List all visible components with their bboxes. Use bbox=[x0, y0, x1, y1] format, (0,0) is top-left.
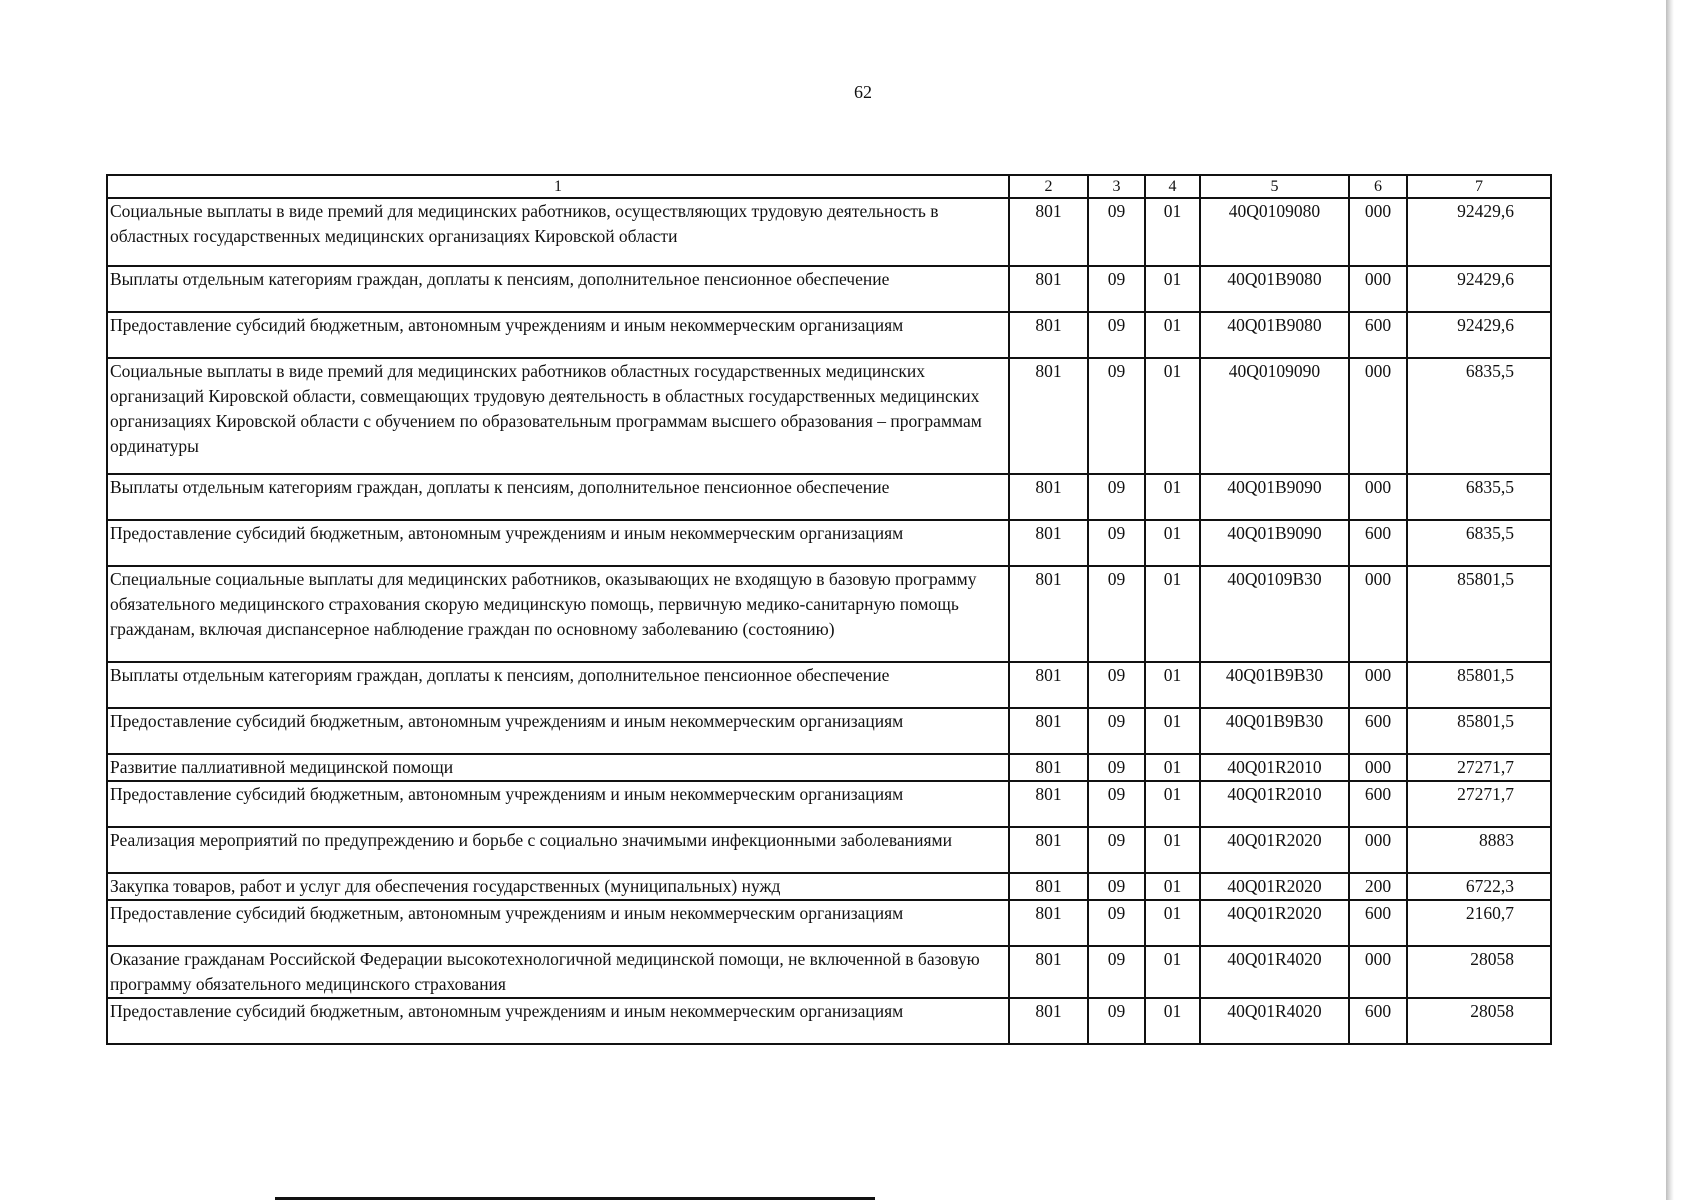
item-name: Закупка товаров, работ и услуг для обеспечения государственных (муниципальных) нужд bbox=[107, 873, 1009, 900]
target-article-code: 40Q0109B30 bbox=[1200, 566, 1349, 662]
ministry-code: 801 bbox=[1009, 198, 1088, 266]
column-header: 4 bbox=[1145, 175, 1200, 198]
scan-edge-shadow bbox=[1666, 0, 1674, 1200]
ministry-code: 801 bbox=[1009, 312, 1088, 358]
subsection-code: 01 bbox=[1145, 946, 1200, 998]
expense-type-code: 000 bbox=[1349, 266, 1407, 312]
subsection-code: 01 bbox=[1145, 900, 1200, 946]
item-name: Выплаты отдельным категориям граждан, доплаты к пенсиям, дополнительное пенсионное обеспечение bbox=[107, 266, 1009, 312]
item-name: Предоставление субсидий бюджетным, автономным учреждениям и иным некоммерческим организациям bbox=[107, 781, 1009, 827]
section-code: 09 bbox=[1088, 827, 1145, 873]
amount-value: 92429,6 bbox=[1407, 312, 1551, 358]
subsection-code: 01 bbox=[1145, 474, 1200, 520]
item-name: Предоставление субсидий бюджетным, автономным учреждениям и иным некоммерческим организациям bbox=[107, 312, 1009, 358]
item-name: Реализация мероприятий по предупреждению и борьбе с социально значимыми инфекционными заболеваниями bbox=[107, 827, 1009, 873]
table-row bbox=[107, 754, 1551, 781]
section-code: 09 bbox=[1088, 358, 1145, 474]
expense-type-code: 000 bbox=[1349, 946, 1407, 998]
table-row bbox=[107, 708, 1551, 754]
target-article-code: 40Q01R4020 bbox=[1200, 998, 1349, 1044]
target-article-code: 40Q01R2020 bbox=[1200, 900, 1349, 946]
column-header: 3 bbox=[1088, 175, 1145, 198]
expense-type-code: 600 bbox=[1349, 708, 1407, 754]
amount-value: 85801,5 bbox=[1407, 708, 1551, 754]
table-row bbox=[107, 566, 1551, 662]
item-name: Выплаты отдельным категориям граждан, доплаты к пенсиям, дополнительное пенсионное обеспечение bbox=[107, 662, 1009, 708]
column-header: 5 bbox=[1200, 175, 1349, 198]
table-row bbox=[107, 520, 1551, 566]
table-row bbox=[107, 873, 1551, 900]
expense-type-code: 200 bbox=[1349, 873, 1407, 900]
section-code: 09 bbox=[1088, 312, 1145, 358]
ministry-code: 801 bbox=[1009, 754, 1088, 781]
table-row bbox=[107, 781, 1551, 827]
amount-value: 28058 bbox=[1407, 998, 1551, 1044]
item-name: Предоставление субсидий бюджетным, автономным учреждениям и иным некоммерческим организациям bbox=[107, 520, 1009, 566]
section-code: 09 bbox=[1088, 198, 1145, 266]
page-number: 62 bbox=[854, 82, 872, 102]
column-header: 2 bbox=[1009, 175, 1088, 198]
expense-type-code: 000 bbox=[1349, 198, 1407, 266]
amount-value: 27271,7 bbox=[1407, 754, 1551, 781]
section-code: 09 bbox=[1088, 946, 1145, 998]
table-body bbox=[107, 198, 1551, 1044]
ministry-code: 801 bbox=[1009, 900, 1088, 946]
amount-value: 28058 bbox=[1407, 946, 1551, 998]
section-code: 09 bbox=[1088, 566, 1145, 662]
expense-type-code: 000 bbox=[1349, 827, 1407, 873]
section-code: 09 bbox=[1088, 474, 1145, 520]
subsection-code: 01 bbox=[1145, 358, 1200, 474]
table-row bbox=[107, 358, 1551, 474]
subsection-code: 01 bbox=[1145, 708, 1200, 754]
ministry-code: 801 bbox=[1009, 998, 1088, 1044]
item-name: Социальные выплаты в виде премий для медицинских работников областных государственных медицинских организаций Кировской области, совмещающих трудовую деятельность в областных государственных медицинских организациях Кировской области с обучением по образовательным программам высшего образования – программам ординатуры bbox=[107, 358, 1009, 474]
expense-type-code: 000 bbox=[1349, 662, 1407, 708]
target-article-code: 40Q01B9090 bbox=[1200, 520, 1349, 566]
item-name: Предоставление субсидий бюджетным, автономным учреждениям и иным некоммерческим организациям bbox=[107, 900, 1009, 946]
table-row bbox=[107, 474, 1551, 520]
subsection-code: 01 bbox=[1145, 827, 1200, 873]
subsection-code: 01 bbox=[1145, 781, 1200, 827]
table-row bbox=[107, 827, 1551, 873]
target-article-code: 40Q01B9080 bbox=[1200, 266, 1349, 312]
amount-value: 85801,5 bbox=[1407, 662, 1551, 708]
target-article-code: 40Q0109080 bbox=[1200, 198, 1349, 266]
target-article-code: 40Q01B9B30 bbox=[1200, 708, 1349, 754]
target-article-code: 40Q01R2010 bbox=[1200, 781, 1349, 827]
budget-table bbox=[106, 174, 1552, 1045]
amount-value: 6835,5 bbox=[1407, 474, 1551, 520]
section-code: 09 bbox=[1088, 662, 1145, 708]
section-code: 09 bbox=[1088, 266, 1145, 312]
amount-value: 6835,5 bbox=[1407, 358, 1551, 474]
item-name: Оказание гражданам Российской Федерации высокотехнологичной медицинской помощи, не включенной в базовую программу обязательного медицинского страхования bbox=[107, 946, 1009, 998]
ministry-code: 801 bbox=[1009, 566, 1088, 662]
target-article-code: 40Q0109090 bbox=[1200, 358, 1349, 474]
subsection-code: 01 bbox=[1145, 312, 1200, 358]
target-article-code: 40Q01R2020 bbox=[1200, 873, 1349, 900]
target-article-code: 40Q01R4020 bbox=[1200, 946, 1349, 998]
ministry-code: 801 bbox=[1009, 781, 1088, 827]
subsection-code: 01 bbox=[1145, 566, 1200, 662]
table-row bbox=[107, 266, 1551, 312]
amount-value: 85801,5 bbox=[1407, 566, 1551, 662]
ministry-code: 801 bbox=[1009, 266, 1088, 312]
ministry-code: 801 bbox=[1009, 708, 1088, 754]
amount-value: 2160,7 bbox=[1407, 900, 1551, 946]
ministry-code: 801 bbox=[1009, 474, 1088, 520]
expense-type-code: 600 bbox=[1349, 998, 1407, 1044]
table-row bbox=[107, 900, 1551, 946]
ministry-code: 801 bbox=[1009, 520, 1088, 566]
item-name: Социальные выплаты в виде премий для медицинских работников, осуществляющих трудовую деятельность в областных государственных медицинских организациях Кировской области bbox=[107, 198, 1009, 266]
section-code: 09 bbox=[1088, 708, 1145, 754]
item-name: Выплаты отдельным категориям граждан, доплаты к пенсиям, дополнительное пенсионное обеспечение bbox=[107, 474, 1009, 520]
table-row bbox=[107, 946, 1551, 998]
column-header: 6 bbox=[1349, 175, 1407, 198]
subsection-code: 01 bbox=[1145, 520, 1200, 566]
section-code: 09 bbox=[1088, 754, 1145, 781]
expense-type-code: 600 bbox=[1349, 312, 1407, 358]
expense-type-code: 000 bbox=[1349, 754, 1407, 781]
expense-type-code: 600 bbox=[1349, 520, 1407, 566]
expense-type-code: 000 bbox=[1349, 474, 1407, 520]
ministry-code: 801 bbox=[1009, 662, 1088, 708]
amount-value: 6835,5 bbox=[1407, 520, 1551, 566]
section-code: 09 bbox=[1088, 520, 1145, 566]
subsection-code: 01 bbox=[1145, 266, 1200, 312]
expense-type-code: 000 bbox=[1349, 358, 1407, 474]
subsection-code: 01 bbox=[1145, 662, 1200, 708]
amount-value: 92429,6 bbox=[1407, 198, 1551, 266]
item-name: Развитие паллиативной медицинской помощи bbox=[107, 754, 1009, 781]
expense-type-code: 600 bbox=[1349, 781, 1407, 827]
subsection-code: 01 bbox=[1145, 198, 1200, 266]
ministry-code: 801 bbox=[1009, 827, 1088, 873]
amount-value: 92429,6 bbox=[1407, 266, 1551, 312]
item-name: Специальные социальные выплаты для медицинских работников, оказывающих не входящую в базовую программу обязательного медицинского страхования скорую медицинскую помощь, первичную медико-санитарную помощь гражданам, включая диспансерное наблюдение граждан по основному заболеванию (состоянию) bbox=[107, 566, 1009, 662]
target-article-code: 40Q01R2020 bbox=[1200, 827, 1349, 873]
column-header: 1 bbox=[107, 175, 1009, 198]
subsection-code: 01 bbox=[1145, 754, 1200, 781]
target-article-code: 40Q01B9B30 bbox=[1200, 662, 1349, 708]
expense-type-code: 600 bbox=[1349, 900, 1407, 946]
amount-value: 6722,3 bbox=[1407, 873, 1551, 900]
header-row bbox=[107, 175, 1551, 198]
ministry-code: 801 bbox=[1009, 358, 1088, 474]
item-name: Предоставление субсидий бюджетным, автономным учреждениям и иным некоммерческим организациям bbox=[107, 708, 1009, 754]
ministry-code: 801 bbox=[1009, 946, 1088, 998]
section-code: 09 bbox=[1088, 873, 1145, 900]
target-article-code: 40Q01R2010 bbox=[1200, 754, 1349, 781]
table-row bbox=[107, 312, 1551, 358]
target-article-code: 40Q01B9090 bbox=[1200, 474, 1349, 520]
table-row bbox=[107, 198, 1551, 266]
target-article-code: 40Q01B9080 bbox=[1200, 312, 1349, 358]
section-code: 09 bbox=[1088, 781, 1145, 827]
section-code: 09 bbox=[1088, 900, 1145, 946]
table-row bbox=[107, 662, 1551, 708]
section-code: 09 bbox=[1088, 998, 1145, 1044]
table-row bbox=[107, 998, 1551, 1044]
amount-value: 8883 bbox=[1407, 827, 1551, 873]
ministry-code: 801 bbox=[1009, 873, 1088, 900]
subsection-code: 01 bbox=[1145, 873, 1200, 900]
amount-value: 27271,7 bbox=[1407, 781, 1551, 827]
subsection-code: 01 bbox=[1145, 998, 1200, 1044]
column-header: 7 bbox=[1407, 175, 1551, 198]
expense-type-code: 000 bbox=[1349, 566, 1407, 662]
item-name: Предоставление субсидий бюджетным, автономным учреждениям и иным некоммерческим организациям bbox=[107, 998, 1009, 1044]
